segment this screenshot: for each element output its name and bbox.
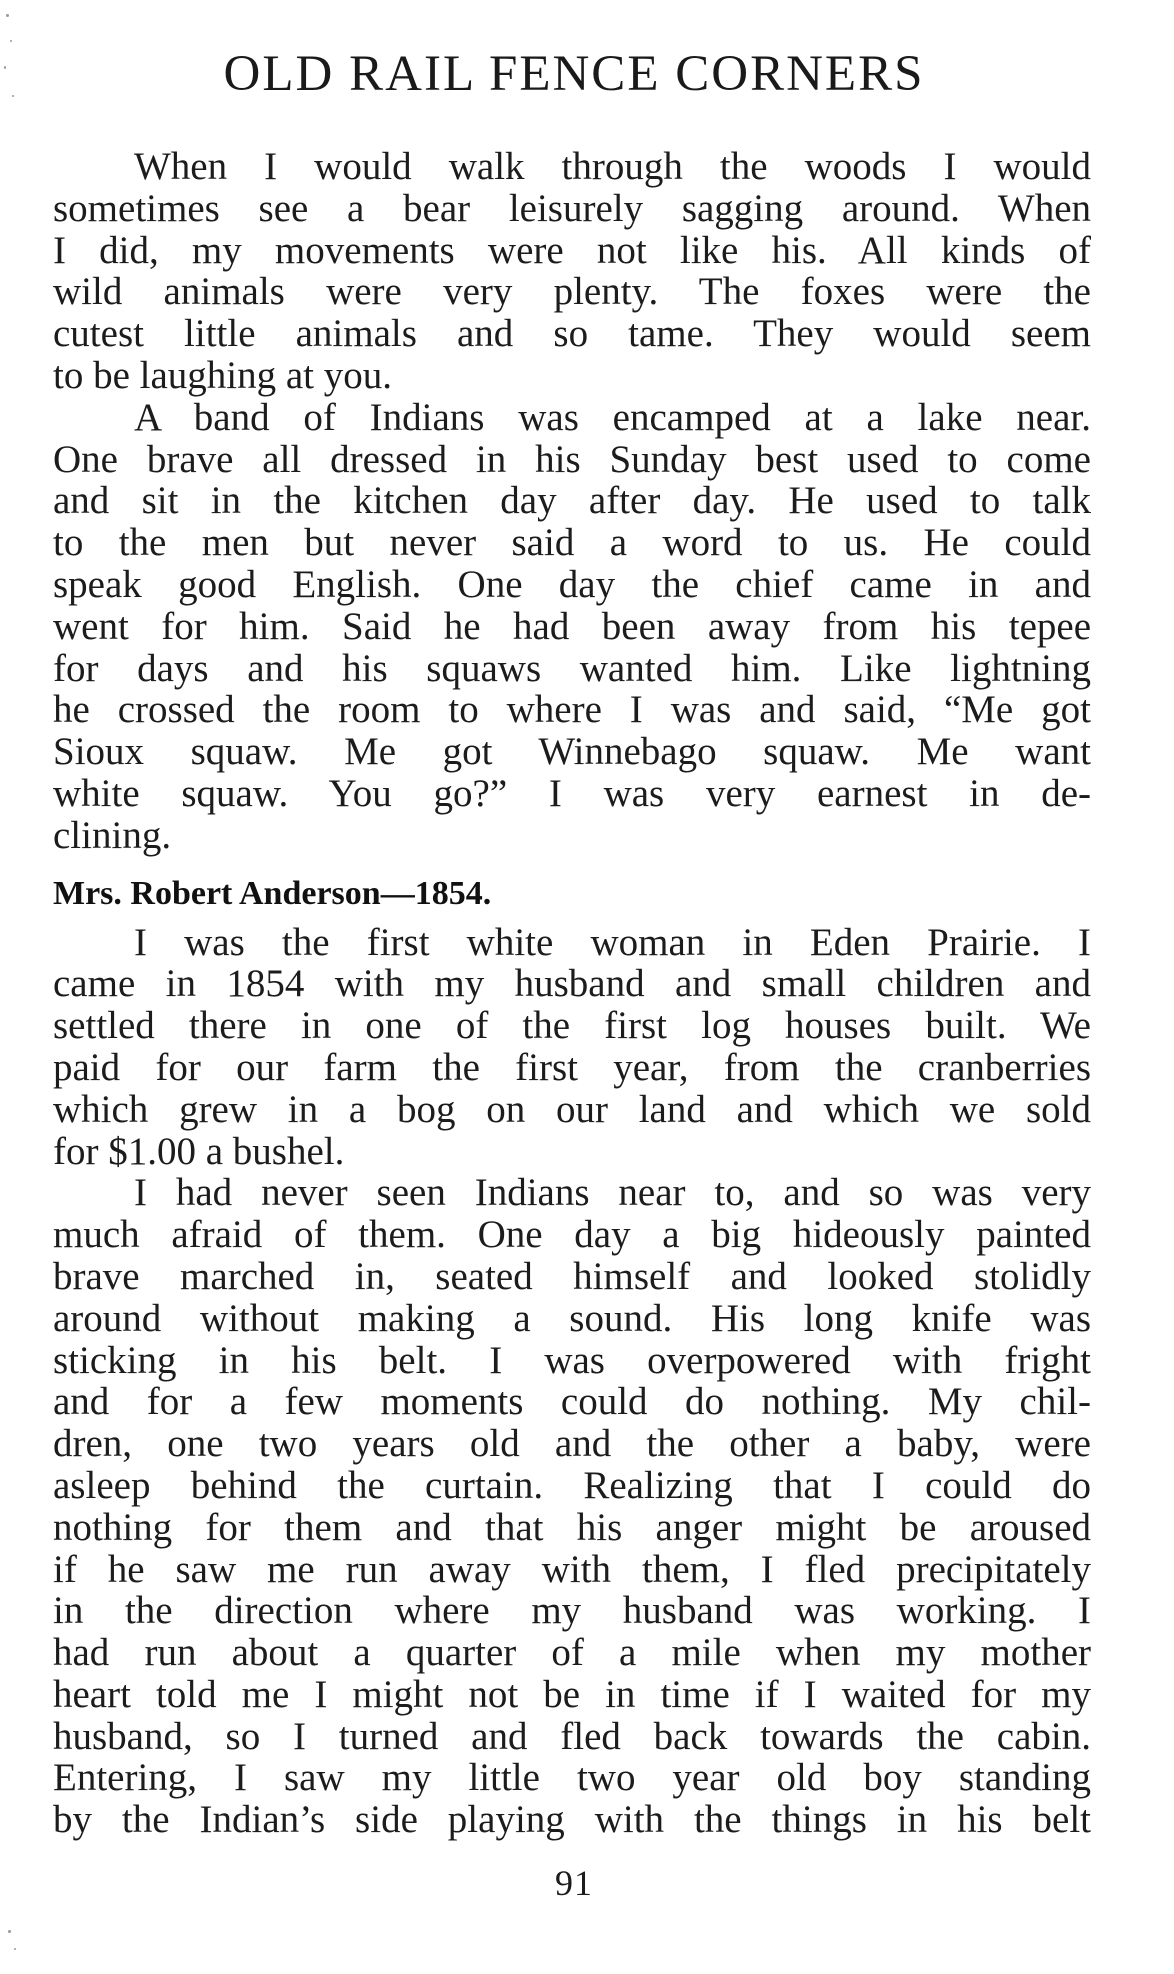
text-line: asleep behind the curtain. Realizing that I could do [53,1463,1091,1507]
text-line: heart told me I might not be in time if I waited for my [53,1672,1091,1716]
section-heading: Mrs. Robert Anderson—1854. [53,874,492,912]
text-line: to be laughing at you. [53,353,393,397]
text-line: paid for our farm the first year, from the cranberries [53,1045,1091,1089]
page-number: 91 [555,1863,593,1903]
scan-speck [6,14,9,17]
text-line: When I would walk through the woods I would [134,145,1091,188]
text-line: cutest little animals and so tame. They would seem [53,312,1091,356]
scan-speck [14,1948,16,1950]
scan-speck [8,1930,11,1933]
text-line: brave marched in, seated himself and looked stolidly [53,1254,1091,1298]
text-line: settled there in one of the first log houses built. We [53,1004,1091,1048]
text-line: sometimes see a bear leisurely sagging around. When [53,186,1091,230]
text-line: to the men but never said a word to us. He could [53,521,1091,565]
text-line: I did, my movements were not like his. All kinds of [53,228,1091,272]
text-line: nothing for them and that his anger might be aroused [53,1505,1091,1549]
text-line: dren, one two years old and the other a baby, were [53,1422,1091,1466]
text-line: A band of Indians was encamped at a lake near. [134,395,1091,439]
text-line: and sit in the kitchen day after day. He used to talk [53,479,1091,523]
running-head: OLD RAIL FENCE CORNERS [223,46,925,102]
text-line: in the direction where my husband was working. I [53,1589,1091,1633]
scan-speck [10,40,12,42]
text-line: by the Indian’s side playing with the things in his belt [53,1798,1091,1842]
text-line: for days and his squaws wanted him. Like lightning [53,646,1091,690]
text-line: if he saw me run away with them, I fled precipitately [53,1547,1091,1591]
text-line: speak good English. One day the chief came in and [53,562,1091,606]
text-line: Entering, I saw my little two year old boy standing [53,1756,1091,1800]
text-line: husband, so I turned and fled back towards the cabin. [53,1714,1091,1758]
text-line: One brave all dressed in his Sunday best used to come [53,437,1091,481]
text-line: around without making a sound. His long knife was [53,1296,1091,1340]
text-line: white squaw. You go?” I was very earnest in de- [53,771,1091,815]
text-line: went for him. Said he had been away from his tepee [53,604,1091,648]
text-line: I had never seen Indians near to, and so was very [134,1171,1091,1215]
text-line: much afraid of them. One day a big hideously painted [53,1213,1091,1257]
text-line: had run about a quarter of a mile when my mother [53,1631,1091,1675]
body-text [53,146,1091,1841]
text-line: for $1.00 a bushel. [53,1129,345,1173]
text-line: came in 1854 with my husband and small children and [53,962,1091,1006]
text-line: Sioux squaw. Me got Winnebago squaw. Me want [53,730,1091,774]
text-line: wild animals were very plenty. The foxes were the [53,270,1091,314]
text-line: I was the first white woman in Eden Prairie. I [134,920,1091,964]
scan-speck [4,66,6,69]
text-line: clining. [53,813,172,857]
text-line: sticking in his belt. I was overpowered with fright [53,1338,1091,1382]
text-line: he crossed the room to where I was and said, “Me got [53,688,1091,732]
scan-speck [12,95,14,97]
text-line: and for a few moments could do nothing. My chil- [53,1380,1091,1424]
text-line: which grew in a bog on our land and which we sold [53,1087,1091,1131]
